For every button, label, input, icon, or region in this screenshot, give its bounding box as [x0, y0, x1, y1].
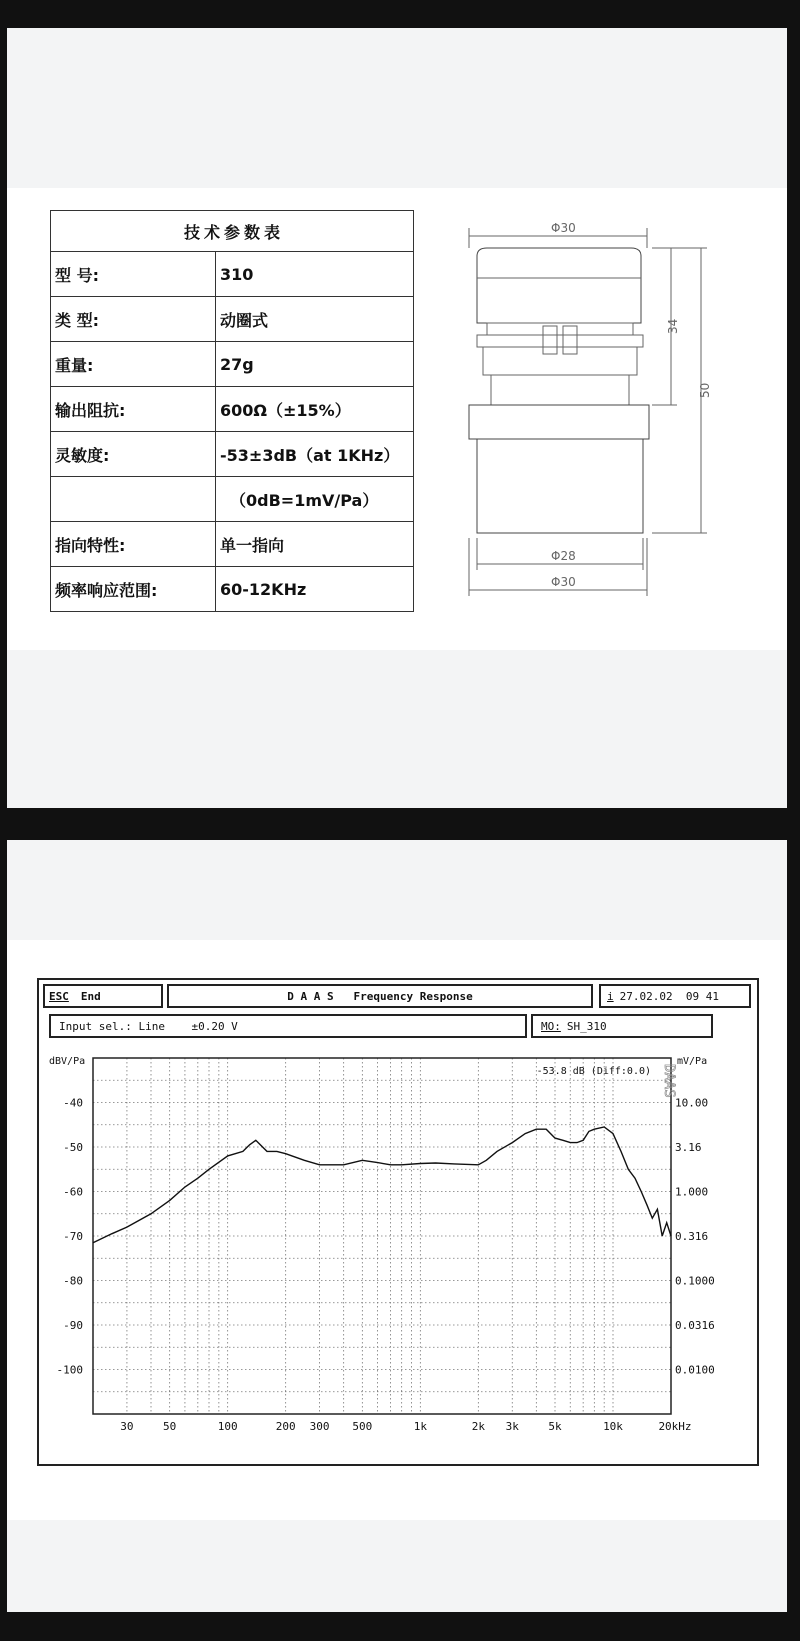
y2-tick-label: 3.16: [675, 1141, 702, 1154]
frequency-panel-body: [7, 940, 787, 1520]
table-row: [51, 297, 414, 342]
y2-tick-label: 0.0316: [675, 1319, 715, 1332]
spec-label: 频率响应范围:: [51, 567, 216, 612]
x-tick-label: 50: [163, 1420, 177, 1433]
table-row: [51, 342, 414, 387]
spec-value: 310: [216, 252, 414, 297]
y2-tick-label: 1.000: [675, 1185, 709, 1199]
x-tick-label: 5k: [548, 1420, 562, 1433]
x-tick-label: 300: [309, 1420, 330, 1433]
dim-bottom-outer: Φ30: [551, 575, 576, 589]
y2-tick-label: 0.316: [675, 1230, 709, 1243]
x-tick-label: 3k: [505, 1420, 519, 1433]
x-tick-label: 20kHz: [658, 1420, 692, 1433]
brand-logo: DAAS: [661, 1064, 677, 1098]
input-selection: Input sel.: Line ±0.20 V: [49, 1014, 527, 1038]
frequency-response-chart: [39, 980, 757, 1464]
spec-value: 27g: [216, 342, 414, 387]
spec-label: 类 型:: [51, 297, 216, 342]
y2-tick-label: 10.00: [675, 1096, 709, 1110]
spec-table: [50, 210, 414, 612]
y2-tick-label: 0.0100: [675, 1363, 715, 1377]
spec-value: 单一指向: [216, 522, 414, 567]
x-tick-label: 10k: [603, 1420, 623, 1433]
dim-top-diameter: Φ30: [551, 221, 576, 235]
table-row: [51, 252, 414, 297]
datetime: 27.02.02 09 41: [619, 989, 719, 1003]
spec-label: 重量:: [51, 342, 216, 387]
table-row: [51, 522, 414, 567]
table-row: [51, 387, 414, 432]
x-tick-label: 2k: [471, 1420, 485, 1433]
spec-value: 60-12KHz: [216, 567, 414, 612]
dim-height-total: 50: [698, 382, 712, 398]
frequency-panel: [7, 840, 787, 1612]
spec-value: 600Ω（±15%）: [216, 387, 414, 432]
dim-bottom-inner: Φ28: [551, 549, 576, 563]
spec-table-title: 技术参数表: [51, 211, 414, 252]
mo-label: MO:: [541, 1019, 561, 1033]
x-tick-label: 30: [120, 1420, 134, 1433]
y-tick-label: -70: [63, 1230, 83, 1243]
analyzer-title: D A A S Frequency Response: [167, 984, 593, 1008]
spec-value: 动圈式: [216, 297, 414, 342]
spec-value: -53±3dB（at 1KHz）: [216, 432, 414, 477]
y2-axis-label: mV/Pa: [677, 1056, 708, 1067]
mic-capsule-drawing: [447, 198, 747, 628]
y-axis-label: dBV/Pa: [49, 1056, 86, 1067]
mo-value: SH_310: [566, 1019, 607, 1033]
x-tick-label: 200: [275, 1420, 296, 1433]
table-row: [51, 477, 414, 522]
table-row: [51, 567, 414, 612]
frequency-response-line: [93, 1127, 671, 1243]
x-tick-label: 500: [352, 1420, 373, 1433]
y-tick-label: -50: [63, 1141, 83, 1154]
y2-tick-label: 0.1000: [675, 1274, 715, 1288]
spec-label: 指向特性:: [51, 522, 216, 567]
readout-text: -53.8 dB (Diff:0.0): [536, 1066, 651, 1077]
y-tick-label: -90: [63, 1319, 83, 1332]
y-tick-label: -40: [63, 1096, 83, 1110]
y-tick-label: -100: [56, 1363, 83, 1377]
table-row: [51, 432, 414, 477]
spec-label: 型 号:: [51, 252, 216, 297]
spec-label: [51, 477, 216, 522]
spec-label: 输出阻抗:: [51, 387, 216, 432]
spec-panel: [7, 28, 787, 808]
dim-height-small: 34: [666, 318, 680, 334]
spec-value: （0dB=1mV/Pa）: [216, 477, 414, 522]
y-tick-label: -80: [63, 1274, 83, 1288]
x-tick-label: 100: [217, 1420, 238, 1433]
y-tick-label: -60: [63, 1185, 83, 1199]
info-icon: i: [607, 989, 614, 1003]
esc-label: ESC: [49, 989, 69, 1003]
analyzer-window: [37, 978, 759, 1466]
spec-label: 灵敏度:: [51, 432, 216, 477]
x-tick-label: 1k: [413, 1420, 427, 1433]
spec-panel-body: [7, 188, 787, 650]
end-label: End: [80, 989, 101, 1003]
